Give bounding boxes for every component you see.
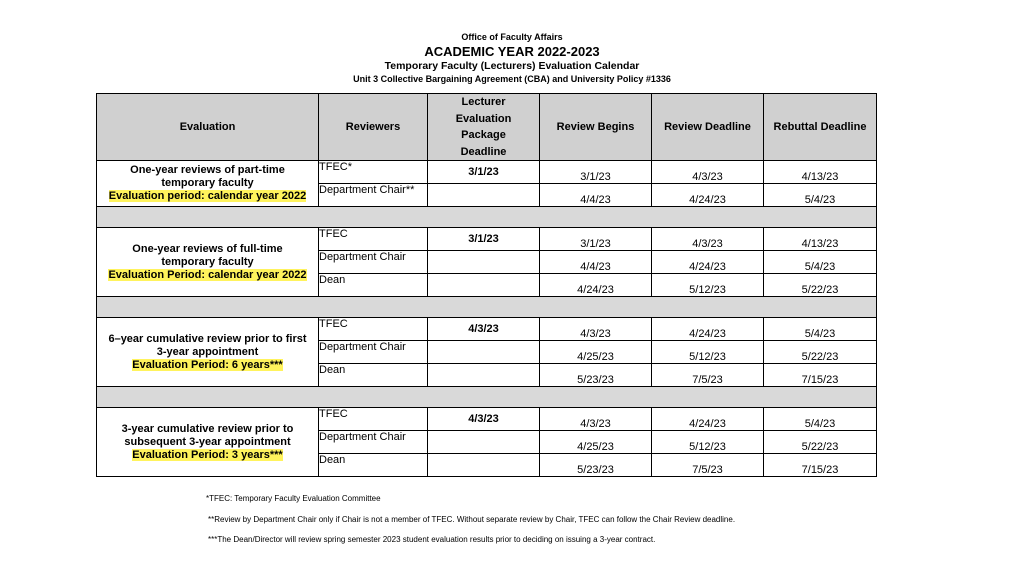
evaluation-title: temporary faculty — [161, 255, 254, 268]
col-package-deadline — [428, 94, 540, 161]
review-deadline-cell: 7/5/23 — [652, 454, 764, 477]
evaluation-title: One-year reviews of full-time — [132, 242, 283, 255]
review-begins-cell: 3/1/23 — [540, 161, 652, 184]
rebuttal-deadline-cell: 7/15/23 — [764, 364, 877, 387]
table-row — [97, 408, 877, 431]
evaluation-title: One-year reviews of part-time — [130, 164, 285, 176]
reviewer-cell: TFEC — [319, 228, 428, 251]
evaluation-cell — [97, 318, 319, 387]
package-deadline-cell — [428, 184, 540, 207]
evaluation-cell — [97, 161, 319, 207]
reviewer-cell: Dean — [319, 274, 428, 297]
review-deadline-cell: 4/24/23 — [652, 318, 764, 341]
rebuttal-deadline-cell: 7/15/23 — [764, 454, 877, 477]
reviewer-cell: Department Chair** — [319, 184, 428, 207]
package-deadline-cell: 3/1/23 — [428, 161, 540, 184]
col-evaluation: Evaluation — [97, 94, 319, 161]
col-reviewers: Reviewers — [319, 94, 428, 161]
rebuttal-deadline-cell: 4/13/23 — [764, 228, 877, 251]
group-separator — [97, 297, 877, 318]
document-header — [0, 31, 1024, 85]
reviewer-cell: Dean — [319, 364, 428, 387]
evaluation-period: Evaluation Period: 3 years*** — [132, 448, 283, 461]
evaluation-calendar-table — [96, 93, 877, 477]
calendar-title: Temporary Faculty (Lecturers) Evaluation Calendar — [384, 60, 640, 72]
evaluation-title: temporary faculty — [161, 177, 254, 189]
package-deadline-cell — [428, 454, 540, 477]
col-package-line1: Lecturer — [461, 96, 506, 108]
policy-subtitle: Unit 3 Collective Bargaining Agreement (CBA) and University Policy #1336 — [353, 74, 671, 84]
footnote-chair: **Review by Department Chair only if Chair is not a member of TFEC. Without separate review by Chair, TFEC can follow the Chair Review deadline. — [208, 515, 736, 524]
rebuttal-deadline-cell: 5/4/23 — [764, 408, 877, 431]
col-package-line2: Evaluation — [455, 112, 512, 125]
review-begins-cell: 4/25/23 — [540, 431, 652, 454]
footnote-tfec: *TFEC: Temporary Faculty Evaluation Committee — [206, 494, 381, 503]
col-review-begins: Review Begins — [540, 94, 652, 161]
evaluation-period: Evaluation period: calendar year 2022 — [108, 190, 307, 202]
review-begins-cell: 4/3/23 — [540, 318, 652, 341]
col-package-line4: Deadline — [460, 145, 507, 158]
review-begins-cell: 4/25/23 — [540, 341, 652, 364]
table-row — [97, 228, 877, 251]
reviewer-cell: Department Chair — [319, 251, 428, 274]
package-deadline-cell: 4/3/23 — [428, 318, 540, 341]
evaluation-period: Evaluation Period: 6 years*** — [132, 358, 283, 371]
review-deadline-cell: 4/24/23 — [652, 251, 764, 274]
rebuttal-deadline-cell: 5/22/23 — [764, 431, 877, 454]
rebuttal-deadline-cell: 5/22/23 — [764, 341, 877, 364]
col-rebuttal-deadline: Rebuttal Deadline — [764, 94, 877, 161]
review-deadline-cell: 4/24/23 — [652, 184, 764, 207]
group-separator — [97, 387, 877, 408]
rebuttal-deadline-cell: 5/4/23 — [764, 184, 877, 207]
review-deadline-cell: 4/24/23 — [652, 408, 764, 431]
review-begins-cell: 3/1/23 — [540, 228, 652, 251]
review-deadline-cell: 5/12/23 — [652, 274, 764, 297]
reviewer-cell: Department Chair — [319, 431, 428, 454]
reviewer-cell: TFEC — [319, 408, 428, 431]
reviewer-cell: Dean — [319, 454, 428, 477]
evaluation-cell — [97, 408, 319, 477]
rebuttal-deadline-cell: 5/22/23 — [764, 274, 877, 297]
package-deadline-cell — [428, 251, 540, 274]
review-deadline-cell: 5/12/23 — [652, 341, 764, 364]
review-begins-cell: 4/4/23 — [540, 184, 652, 207]
package-deadline-cell: 3/1/23 — [428, 228, 540, 251]
evaluation-title: subsequent 3-year appointment — [124, 435, 291, 448]
evaluation-cell — [97, 228, 319, 297]
footnote-dean: ***The Dean/Director will review spring semester 2023 student evaluation results prior to deciding on issuing a 3-year contract. — [208, 535, 656, 544]
package-deadline-cell — [428, 274, 540, 297]
header-row — [97, 94, 877, 161]
office-name: Office of Faculty Affairs — [461, 32, 563, 42]
reviewer-cell: Department Chair — [319, 341, 428, 364]
rebuttal-deadline-cell: 5/4/23 — [764, 318, 877, 341]
package-deadline-cell — [428, 364, 540, 387]
review-begins-cell: 4/3/23 — [540, 408, 652, 431]
package-deadline-cell: 4/3/23 — [428, 408, 540, 431]
package-deadline-cell — [428, 341, 540, 364]
col-package-line3: Package — [461, 129, 506, 141]
col-review-deadline: Review Deadline — [652, 94, 764, 161]
review-deadline-cell: 4/3/23 — [652, 161, 764, 184]
review-deadline-cell: 4/3/23 — [652, 228, 764, 251]
table-row — [97, 161, 877, 184]
review-deadline-cell: 5/12/23 — [652, 431, 764, 454]
evaluation-period: Evaluation Period: calendar year 2022 — [108, 268, 307, 281]
evaluation-title: 6–year cumulative review prior to first — [108, 332, 307, 345]
rebuttal-deadline-cell: 4/13/23 — [764, 161, 877, 184]
reviewer-cell: TFEC* — [319, 161, 428, 184]
table-row — [97, 318, 877, 341]
review-begins-cell: 5/23/23 — [540, 364, 652, 387]
academic-year: ACADEMIC YEAR 2022-2023 — [424, 44, 600, 59]
evaluation-title: 3-year cumulative review prior to — [121, 422, 294, 435]
rebuttal-deadline-cell: 5/4/23 — [764, 251, 877, 274]
review-begins-cell: 4/4/23 — [540, 251, 652, 274]
review-begins-cell: 4/24/23 — [540, 274, 652, 297]
review-deadline-cell: 7/5/23 — [652, 364, 764, 387]
evaluation-title: 3-year appointment — [156, 345, 259, 358]
package-deadline-cell — [428, 431, 540, 454]
group-separator — [97, 207, 877, 228]
review-begins-cell: 5/23/23 — [540, 454, 652, 477]
reviewer-cell: TFEC — [319, 318, 428, 341]
